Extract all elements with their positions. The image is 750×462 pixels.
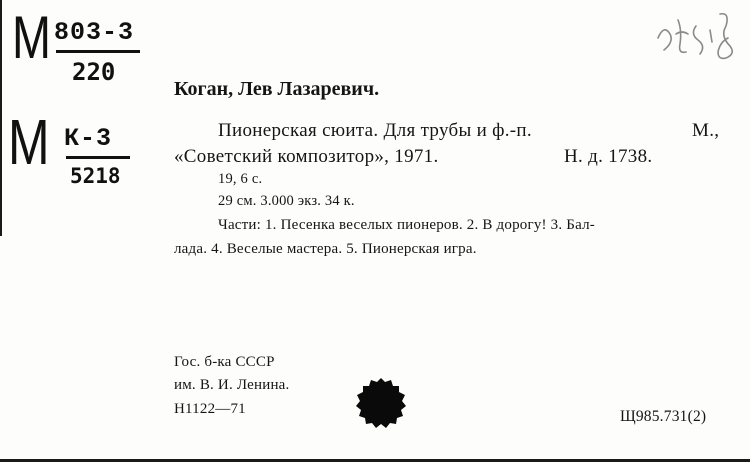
library-code: Н1122—71 [174,401,246,417]
call-number-letter: М [8,106,50,178]
classification-number: Щ985.731(2) [620,408,707,425]
imprint-publisher: «Советский композитор», 1971. [174,146,439,167]
call-number-bottom: 220 [72,58,116,86]
pencil-mark-icon [648,8,744,70]
call-number-divider [66,156,130,159]
call-number-top: 803-3 [54,18,135,47]
library-name: Гос. б-ка СССР [174,354,275,370]
title-line: Пионерская сюита. Для трубы и ф.-п. [218,120,532,141]
call-number-top: К-3 [64,124,113,153]
pages-text: 19, 6 с. [218,171,263,187]
imprint-place: М., [692,120,720,141]
physical-description: 29 см. 3.000 экз. 34 к. [218,193,355,209]
call-number-letter: М [12,4,51,71]
card-left-border [0,0,2,236]
contents-note: лада. 4. Веселые мастера. 5. Пионерская игра. [174,241,477,257]
plate-number: Н. д. 1738. [564,146,653,167]
call-number-divider [56,50,140,53]
author-heading: Коган, Лев Лазаревич. [174,78,380,100]
contents-note: Части: 1. Песенка веселых пионеров. 2. В дорогу! 3. Бал- [218,217,595,233]
call-number-bottom: 5218 [70,164,121,188]
ink-stamp-icon [354,376,408,430]
library-name: им. В. И. Ленина. [174,377,290,393]
